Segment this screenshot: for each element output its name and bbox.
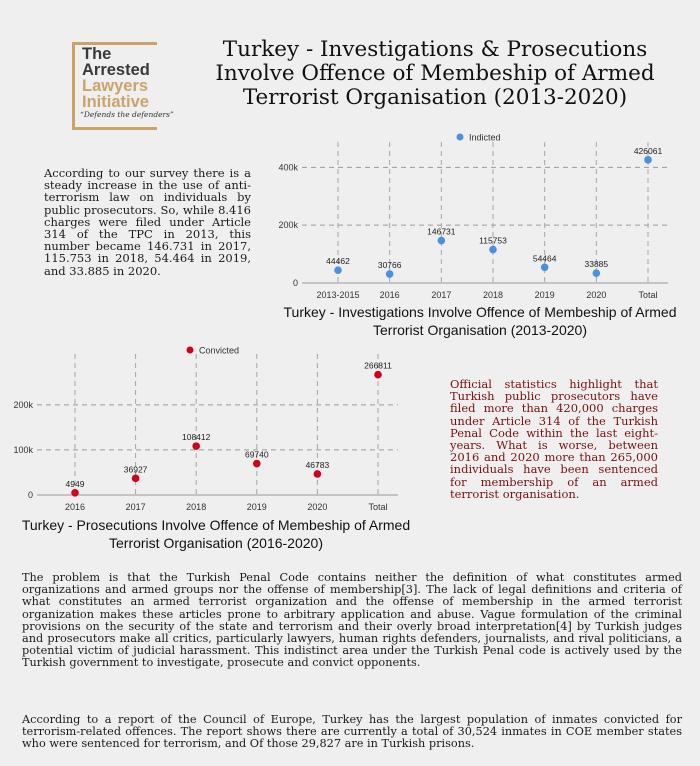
y-tick-label: 200k <box>13 399 33 410</box>
x-tick-label: 2018 <box>186 502 207 512</box>
legend-marker <box>457 134 464 141</box>
convicted-chart-title: Turkey - Prosecutions Involve Offence of Membeship of Armed Terrorist Organisation (2016-2020) <box>21 517 411 551</box>
logo-line-1: The <box>82 45 112 63</box>
x-tick-label: 2017 <box>125 502 146 512</box>
x-tick-label: 2016 <box>379 290 400 300</box>
y-tick-label: 0 <box>292 278 298 288</box>
data-label: 69740 <box>244 449 269 460</box>
x-tick-label: 2020 <box>307 502 328 512</box>
x-tick-label: 2019 <box>246 502 267 512</box>
data-point <box>489 246 497 254</box>
data-point <box>192 442 200 450</box>
data-label: 30766 <box>377 260 402 271</box>
data-point <box>334 266 342 274</box>
legend-label: Indicted <box>469 132 501 143</box>
x-tick-label: 2018 <box>482 290 504 300</box>
data-label: 33885 <box>584 259 609 270</box>
legend-marker <box>187 347 194 354</box>
data-label: 54464 <box>532 253 557 264</box>
highlight-paragraph: Official statistics highlight that Turkish public prosecutors have filed more than 420,000 charges under Article 314 of the Turkish Penal Code within the last eight-years. What is worse, between 2016 and 2020 more than 265,000 individuals have been sentenced for membership of an armed terrorist organisation. <box>450 377 658 501</box>
logo <box>82 46 150 110</box>
convicted-chart <box>10 340 420 515</box>
x-tick-label: 2016 <box>64 502 86 512</box>
data-point <box>132 475 140 483</box>
logo-motto: “Defends the defenders” <box>80 110 174 119</box>
y-tick-label: 200k <box>278 220 298 231</box>
data-point <box>71 489 79 497</box>
data-label: 115753 <box>479 235 507 246</box>
x-tick-label: 2017 <box>431 290 452 300</box>
y-tick-label: 0 <box>27 490 33 500</box>
data-point <box>374 371 382 379</box>
data-point <box>314 470 322 478</box>
logo-line-2: Arrested <box>82 61 150 79</box>
data-label: 108412 <box>182 432 211 443</box>
data-label: 4949 <box>65 478 85 489</box>
data-label: 36927 <box>123 464 148 475</box>
legend-label: Convicted <box>199 345 240 356</box>
data-point <box>593 269 601 277</box>
data-point <box>438 237 446 245</box>
x-tick-label: Total <box>638 290 658 300</box>
y-tick-label: 400k <box>278 162 298 173</box>
body-paragraph-1: The problem is that the Turkish Penal Code contains neither the definition of what constitutes armed organizations and armed groups nor the offense of membership[3]. The lack of legal definitions and criteria of what constitutes an armed terrorist organization and the offense of membership in the armed terrorist organization makes these articles prone to arbitrary application and abuse. Vague formulation of the criminal provisions on the security of the state and terrorism and their overly broad interpretation[4] by Turkish judges and prosecutors make all critics, particularly lawyers, human rights defenders, journalists, and rival politicians, a potential victim of judicial harassment. This indistinct area under the Turkish Penal code is actively used by the Turkish government to investigate, prosecute and convict opponents. <box>22 571 682 670</box>
x-tick-label: 2013-2015 <box>316 290 360 300</box>
x-tick-label: 2020 <box>586 290 607 300</box>
indicted-chart <box>270 128 690 303</box>
logo-line-3: Lawyers <box>82 77 149 95</box>
data-label: 44462 <box>326 256 350 267</box>
data-label: 46783 <box>305 459 330 470</box>
data-label: 266811 <box>364 360 392 371</box>
data-label: 426061 <box>633 145 663 156</box>
data-point <box>644 156 652 164</box>
y-tick-label: 100k <box>13 444 33 455</box>
page-title: Turkey - Investigations & Prosecutions Involve Offence of Membeship of Armed Terrorist Organisation (2013-2020) <box>215 37 655 110</box>
logo-line-4: Initiative <box>82 93 149 111</box>
intro-paragraph: According to our survey there is a steady increase in the use of anti-terrorism law on individuals by public prosecutors. So, while 8.416 charges were filed under Article 314 of the TPC in 2013, this number became 146.731 in 2017, 115.753 in 2018, 54.464 in 2019, and 33.885 in 2020. <box>44 166 251 278</box>
data-point <box>541 263 549 271</box>
data-point <box>253 460 261 468</box>
x-tick-label: 2019 <box>534 290 555 300</box>
x-tick-label: Total <box>368 502 388 512</box>
data-point <box>386 270 394 278</box>
body-paragraph-2: According to a report of the Council of Europe, Turkey has the largest population of inmates convicted for terrorism-related offences. The report shows there are currently a total of 30,524 inmates in COE member states who were sentenced for terrorism, and Of those 29,827 are in Turkish prisons. <box>22 713 682 751</box>
data-label: 146731 <box>427 226 456 237</box>
indicted-chart-title: Turkey - Investigations Involve Offence of Membeship of Armed Terrorist Organisation (2013-2020) <box>283 304 677 338</box>
